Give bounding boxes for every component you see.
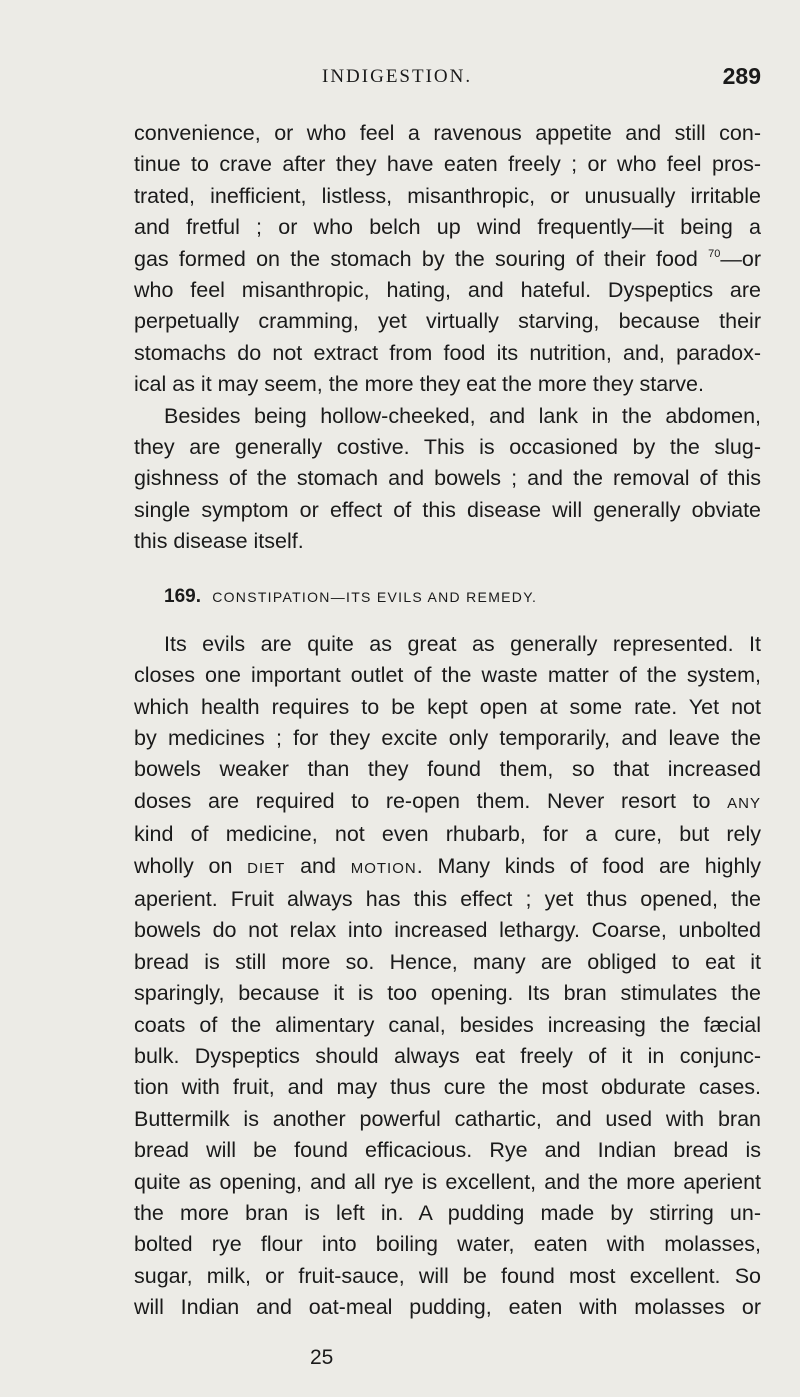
text-line: stomachs do not extract from food its nutrition, and, paradox-: [134, 340, 761, 365]
text-segment: and: [300, 853, 336, 878]
text-line: [134, 244, 761, 275]
text-line: single symptom or effect of this disease will generally obviate: [134, 497, 761, 522]
text-line: coats of the alimentary canal, besides increasing the fæcial: [134, 1012, 761, 1037]
text-line: which health requires to be kept open at some rate. Yet not: [134, 694, 761, 719]
text-line: this disease itself.: [134, 529, 304, 554]
text-segment: gas formed on the stomach by the souring of their food: [134, 246, 698, 271]
text-line: gishness of the stomach and bowels ; and the removal of this: [134, 466, 761, 491]
text-line: Buttermilk is another powerful cathartic, and used with bran: [134, 1106, 761, 1131]
text-line: by medicines ; for they excite only temporarily, and leave the: [134, 725, 761, 750]
text-line: kind of medicine, not even rhubarb, for a cure, but rely: [134, 822, 761, 847]
paragraph-continued: [134, 118, 761, 401]
text-segment: . Many kinds of food are highly: [416, 853, 761, 878]
page-number: 289: [722, 63, 761, 89]
text-line: convenience, or who feel a ravenous appetite and still con-: [134, 121, 761, 145]
section-heading: [164, 587, 761, 607]
text-line: ical as it may seem, the more they eat the more they starve.: [134, 372, 704, 397]
body-text: [134, 118, 761, 1324]
text-line: perpetually cramming, yet virtually starving, because their: [134, 309, 761, 334]
text-line: tion with fruit, and may thus cure the most obdurate cases.: [134, 1075, 761, 1100]
text-line: Its evils are quite as great as generally represented. It: [164, 631, 761, 656]
text-line: bread is still more so. Hence, many are obliged to eat it: [134, 949, 761, 974]
text-line: tinue to crave after they have eaten freely ; or who feel pros-: [134, 152, 761, 177]
section-number: 169.: [164, 585, 201, 607]
text-line: they are generally costive. This is occasioned by the slug-: [134, 435, 761, 460]
section-title: CONSTIPATION—ITS EVILS AND REMEDY.: [212, 588, 538, 605]
footnote-ref: 70: [708, 247, 721, 260]
text-line: who feel misanthropic, hating, and hateful. Dyspeptics are: [134, 278, 761, 303]
text-line: quite as opening, and all rye is excellent, and the more aperient: [134, 1169, 761, 1194]
emphasis-any: ANY: [727, 794, 761, 812]
text-line: trated, inefficient, listless, misanthropic, or unusually irritable: [134, 183, 761, 208]
text-segment: —or: [720, 246, 761, 271]
paragraph: [134, 401, 761, 558]
text-line: the more bran is left in. A pudding made by stirring un-: [134, 1201, 761, 1225]
text-line: sugar, milk, or fruit-sauce, will be found most excellent. So: [134, 1263, 761, 1288]
emphasis-motion: MOTION: [350, 859, 417, 877]
signature-mark: 25: [310, 1346, 334, 1369]
text-segment: doses are required to re-open them. Never resort to: [134, 788, 711, 813]
text-segment: wholly on: [134, 853, 233, 878]
text-line: will Indian and oat-meal pudding, eaten with molasses or: [134, 1295, 761, 1320]
running-head: [134, 63, 761, 96]
text-line: and fretful ; or who belch up wind frequently—it being a: [134, 215, 761, 240]
text-line: bowels weaker than they found them, so that increased: [134, 757, 761, 782]
text-line: aperient. Fruit always has this effect ; yet thus opened, the: [134, 886, 761, 911]
text-line: Besides being hollow-cheeked, and lank in the abdomen,: [164, 403, 761, 428]
text-line: closes one important outlet of the waste matter of the system,: [134, 663, 761, 688]
text-line: bulk. Dyspeptics should always eat freely of it in conjunc-: [134, 1043, 761, 1068]
text-line: sparingly, because it is too opening. Its bran stimulates the: [134, 981, 761, 1006]
text-line: bolted rye flour into boiling water, eaten with molasses,: [134, 1232, 761, 1257]
emphasis-diet: DIET: [247, 859, 286, 877]
text-line: [134, 786, 761, 819]
running-title: INDIGESTION.: [322, 66, 473, 87]
text-line: bread will be found efficacious. Rye and Indian bread is: [134, 1138, 761, 1163]
text-line: [134, 851, 761, 884]
text-line: bowels do not relax into increased lethargy. Coarse, unbolted: [134, 918, 761, 943]
paragraph: [134, 629, 761, 1324]
